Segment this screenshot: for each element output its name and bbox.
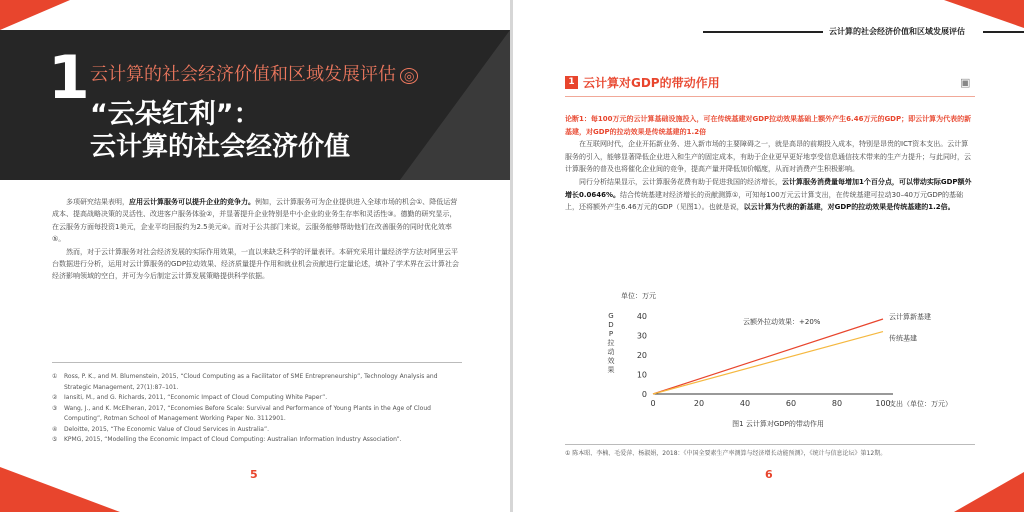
left-page <box>0 0 510 512</box>
bold-text: 以云计算为代表的新基建，对GDP的拉动效果是传统基建的1.2倍。 <box>743 203 955 212</box>
reference-item <box>52 435 464 446</box>
reference-number: ② <box>52 394 58 401</box>
reference-number: ① <box>52 373 58 380</box>
section-number: 1 <box>565 76 578 89</box>
reference-text: Deloitte, 2015, “The Economic Value of Cloud Services in Australia”. <box>64 425 269 433</box>
reference-text: Iansiti, M., and G. Richards, 2011, “Economic Impact of Cloud Computing White Paper”. <box>64 394 328 401</box>
grid-icon: ▣ <box>960 76 971 89</box>
reference-text: KPMG, 2015, “Modelling the Economic Impact of Cloud Computing: Australian Information Industry Association”. <box>64 436 402 443</box>
section-title: 云计算对GDP的带动作用 <box>583 76 720 90</box>
y-tick-label: 20 <box>636 351 647 360</box>
corner-decoration <box>944 0 1024 28</box>
x-tick-label: 60 <box>785 399 797 408</box>
chart-svg <box>593 286 973 436</box>
reference-item <box>52 425 464 436</box>
text-run: 例如，云计算服务可为企业提供进入全球市场的机会①、降低运营成本、提高战略决策的灵活性、改进客户服务体验②，并显著提升企业特别是中小企业的业务生存率和灵活性③。德勤的研究显示，在云服务方面每投资1美元，企业平均回报约为2.5美元④。而对于公共部门来说，云服务能够帮助他们在改善服务的同时优化效率⑤。 <box>52 198 458 244</box>
series-line-0 <box>653 319 883 394</box>
y-axis-label-char: 果 <box>607 366 615 374</box>
y-tick-label: 0 <box>641 390 647 399</box>
conclusion-text: 论断1：每100万元的云计算基础设施投入，可在传统基建对GDP拉动效果基础上额外产生6.46万元的GDP；即云计算为代表的新基建，对GDP的拉动效果是传统基建的1.2倍 <box>565 115 972 136</box>
chart-annotation: 云额外拉动效果：+20% <box>743 318 821 326</box>
reference-item <box>52 372 464 393</box>
chapter-title-text: 云计算的社会经济价值和区域发展评估 <box>90 64 396 85</box>
header-rule <box>983 31 1024 33</box>
chart-unit-label: 单位：万元 <box>621 292 656 300</box>
chapter-number: 1 <box>48 43 90 113</box>
x-axis-label: 支出（单位：万元） <box>889 400 952 408</box>
page-number: 6 <box>765 468 773 481</box>
y-axis-label-char: 效 <box>607 357 615 365</box>
y-tick-label: 30 <box>636 331 647 341</box>
text-run: 同行分析结果显示，云计算服务花费有助于促进我国的经济增长， <box>579 177 782 186</box>
y-tick-label: 10 <box>636 370 647 380</box>
running-header: 云计算的社会经济价值和区域发展评估 <box>829 27 965 36</box>
y-axis-label-char: 动 <box>607 348 615 356</box>
chart-caption: 图1 云计算对GDP的带动作用 <box>732 420 824 428</box>
paragraph <box>565 176 975 214</box>
text-run: 结合传统基建对经济增长的贡献测算①，可知每100万元云计算支出，在传统基建可拉动30–40万元GDP的基础上，还将额外产生6.46万元的GDP（见图1）。也就是说， <box>565 190 964 212</box>
paragraph <box>52 196 462 246</box>
reference-item <box>52 404 464 425</box>
reference-number: ③ <box>52 404 58 412</box>
right-page <box>513 0 1024 512</box>
legend-label-0: 云计算新基建 <box>889 313 931 322</box>
paragraph: 然而，对于云计算服务对社会经济发展的实际作用效果，一直以来缺乏科学的评量表评。本研究采用计量经济学方法对阿里云平台数据进行分析，运用对云计算服务的GDP拉动效果、经济质量提升作用和就业机会贡献进行定量论述，填补了学术界在云计算社会经济影响领域的空白，并可为今后制定云计算发展策略提供科学依据。 <box>52 247 460 281</box>
text-run: 多项研究结果表明， <box>66 198 129 206</box>
y-axis-label-char: P <box>608 330 614 338</box>
banner-stripe <box>400 30 510 180</box>
divider <box>565 96 975 97</box>
body-text <box>565 113 975 214</box>
x-tick-label: 0 <box>650 399 656 408</box>
gdp-chart <box>593 286 973 436</box>
x-tick-label: 20 <box>693 399 705 408</box>
chapter-title <box>90 60 418 86</box>
page-title-line2: 云计算的社会经济价值 <box>90 132 351 162</box>
footnote: ① 陈本昭、李楠、毛爱萍、杨淑娟，2018：《中国全要素生产率测算与经济增长动能预测》，《统计与信息论坛》第12期。 <box>565 450 887 457</box>
divider <box>52 362 462 363</box>
series-line-1 <box>653 332 883 394</box>
bold-text: 云计算服务消费量每增加1个百分点，可以带动实际GDP额外增长0.0646%。 <box>565 177 972 199</box>
page-title-line1: “云朵红利”： <box>90 99 261 130</box>
corner-decoration <box>0 0 70 30</box>
page-number: 5 <box>250 468 258 481</box>
header-rule <box>703 31 823 33</box>
corner-decoration <box>954 472 1024 512</box>
legend-label-1: 传统基建 <box>889 334 917 343</box>
y-axis-label-char: 拉 <box>607 339 615 347</box>
x-tick-label: 80 <box>831 399 843 408</box>
x-tick-label: 40 <box>739 399 751 408</box>
divider <box>565 444 975 445</box>
reference-number: ④ <box>52 425 58 433</box>
reference-item <box>52 393 464 404</box>
reference-number: ⑤ <box>52 436 58 443</box>
reference-text: Ross, P. K., and M. Blumenstein, 2015, “Cloud Computing as a Facilitator of SME Entrepreneurship”, Technology Analysis and Strategic Management, 27(1):87–101. <box>64 373 438 391</box>
y-axis-label-char: G <box>608 312 614 320</box>
x-tick-label: 100 <box>875 399 891 408</box>
y-tick-label: 40 <box>636 312 647 321</box>
bold-text: 应用云计算服务可以提升企业的竞争力。 <box>129 198 255 206</box>
paragraph: 在互联网时代，企业开拓新业务、进入新市场的主要障碍之一，就是高昂的前期投入成本，特别是昂贵的ICT资本支出。云计算服务的引入，能够显著降低企业进入和生产的固定成本，有助于企业更早更好地享受信息通信技术带来的生产力提升；与此同时，云计算服务的普及也将催化企业间的竞争，提高产量并降低加价幅度，从而对消费产生积极影响。 <box>565 140 971 174</box>
corner-decoration <box>0 467 120 512</box>
y-axis-label-char: D <box>608 321 614 329</box>
reference-text: Wang, J., and K. McElheran, 2017, “Economies Before Scale: Survival and Performance of Young Plants in the Age of Cloud Computing”, Rotman School of Management Working Paper No. 3112901. <box>64 404 431 422</box>
body-text <box>52 196 462 283</box>
target-icon: ◎ <box>400 68 418 84</box>
references-list <box>52 372 464 446</box>
